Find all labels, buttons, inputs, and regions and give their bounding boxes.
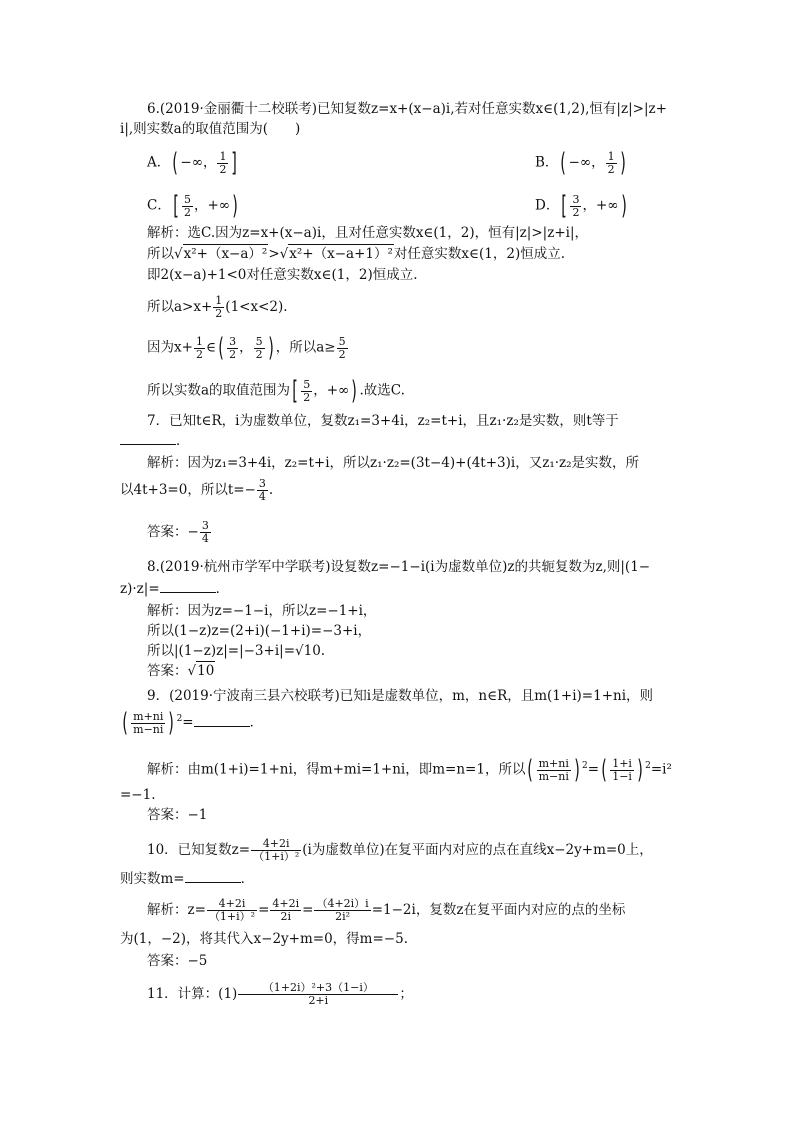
q8-solution-line1: 解析：因为z=−1−i，所以z=−1+i， [147, 603, 377, 619]
q9-solution-line1: 解析：由m(1+i)=1+ni，得m+mi=1+ni，即m=n=1，所以( $\frac{m+ni}{m-ni}$ ) $^2$=( $\frac{1+i}{1-i}$ ) $^2$=i² [147, 755, 672, 785]
q10-answer-blank [185, 870, 241, 883]
q6-solution-line4: 所以a>x+ $\frac{1}{2}$ (1<x<2). [147, 294, 288, 320]
q8-solution-line2: 所以(1−z)z=(2+i)(−1+i)=−3+i， [147, 623, 372, 639]
q7-stem-line1: 7．已知t∈R，i为虚数单位，复数z₁=3+4i，z₂=t+i，且z₁·z₂是实数，则t等于 [147, 413, 619, 429]
q6-option-a: A．( −∞， $\frac{1}{2}$ ] [147, 148, 238, 178]
q10-solution-line2: 为(1，−2)，将其代入x−2y+m=0，得m=−5. [120, 931, 408, 947]
q6-option-d: D．[ $\frac{3}{2}$ ，+∞) [535, 191, 627, 221]
q8-stem-line2: z)·z|= ． [120, 581, 230, 597]
q10-answer: 答案：−5 [147, 953, 208, 969]
q6-option-b: B．( −∞， $\frac{1}{2}$ ) [535, 148, 626, 178]
q10-stem-line2: 则实数m= ． [120, 871, 255, 887]
q7-solution-line1: 解析：因为z₁=3+4i，z₂=t+i，所以z₁·z₂=(3t−4)+(4t+3)i，又z₁·z₂是实数，所 [147, 455, 640, 471]
q8-stem-line1: 8.(2019·杭州市学军中学联考)设复数z=−1−i(i为虚数单位)z的共轭复数为z,则|(1− [147, 559, 651, 575]
q6-solution-line6: 所以实数a的取值范围为[ $\frac{5}{2}$ ，+∞) .故选C. [147, 376, 405, 406]
q9-solution-line2: =−1. [120, 787, 156, 803]
q7-solution-line2: 以4t+3=0，所以t=− $\frac{3}{4}$ . [120, 477, 274, 503]
q6-stem-line1: 6.(2019·金丽衢十二校联考)已知复数z=x+(x−a)i,若对任意实数x∈(1,2),恒有|z|>|z+ [147, 101, 667, 117]
q7-answer-blank [120, 432, 176, 445]
q11-stem: 11．计算：(1) $\frac{\text{（1+2i）²+3（1−i）}}{2+i}$ ； [147, 981, 413, 1007]
q9-answer-blank [194, 714, 250, 727]
q7-stem-line2: ． [120, 432, 190, 450]
q9-stem-line1: 9．(2019·宁波南三县六校联考)已知i是虚数单位，m，n∈R，且m(1+i)=1+ni，则 [147, 688, 654, 704]
q6-solution-line3: 即2(x−a)+1<0对任意实数x∈(1，2)恒成立. [147, 267, 418, 283]
q6-stem-line2: i|,则实数a的取值范围为( ) [120, 121, 301, 137]
q10-stem-line1: 10．已知复数z= $\frac{4+2i}{\text{（1+i）²}}$ (i为虚数单位)在复平面内对应的点在直线x−2y+m=0上， [147, 837, 653, 863]
q8-answer: 答案：√10 [147, 663, 215, 679]
q7-answer: 答案：− $\frac{3}{4}$ [147, 519, 209, 545]
q6-option-c: C．[ $\frac{5}{2}$ ，+∞) [147, 191, 238, 221]
q8-answer-blank [160, 580, 216, 593]
q10-solution-line1: 解析：z= $\frac{4+2i}{\text{（1+i）²}}$ = $\frac{4+2i}{2i}$ = $\frac{(4+2i)i}{\text{2i²}}$ =1−2i，复数z在复平面内对应的点的坐标 [147, 897, 626, 923]
q6-solution-line5: 因为x+ $\frac{1}{2}$ ∈( $\frac{3}{2}$ ， $\frac{5}{2}$ ) ，所以a≥ $\frac{5}{2}$ [147, 333, 346, 363]
q6-solution-line1: 解析：选C.因为z=x+(x−a)i，且对任意实数x∈(1，2)，恒有|z|>|z+i|， [147, 225, 588, 241]
q9-stem-line2: ( $\frac{m+ni}{m-ni}$ ) $^2$= ． [122, 708, 264, 738]
q6-solution-line2: 所以√x²+（x−a）²>√x²+（x−a+1）²对任意实数x∈(1，2)恒成立. [147, 246, 566, 262]
q9-answer: 答案：−1 [147, 807, 208, 823]
q8-solution-line3: 所以|(1−z)z|=|−3+i|=√10. [147, 643, 326, 659]
